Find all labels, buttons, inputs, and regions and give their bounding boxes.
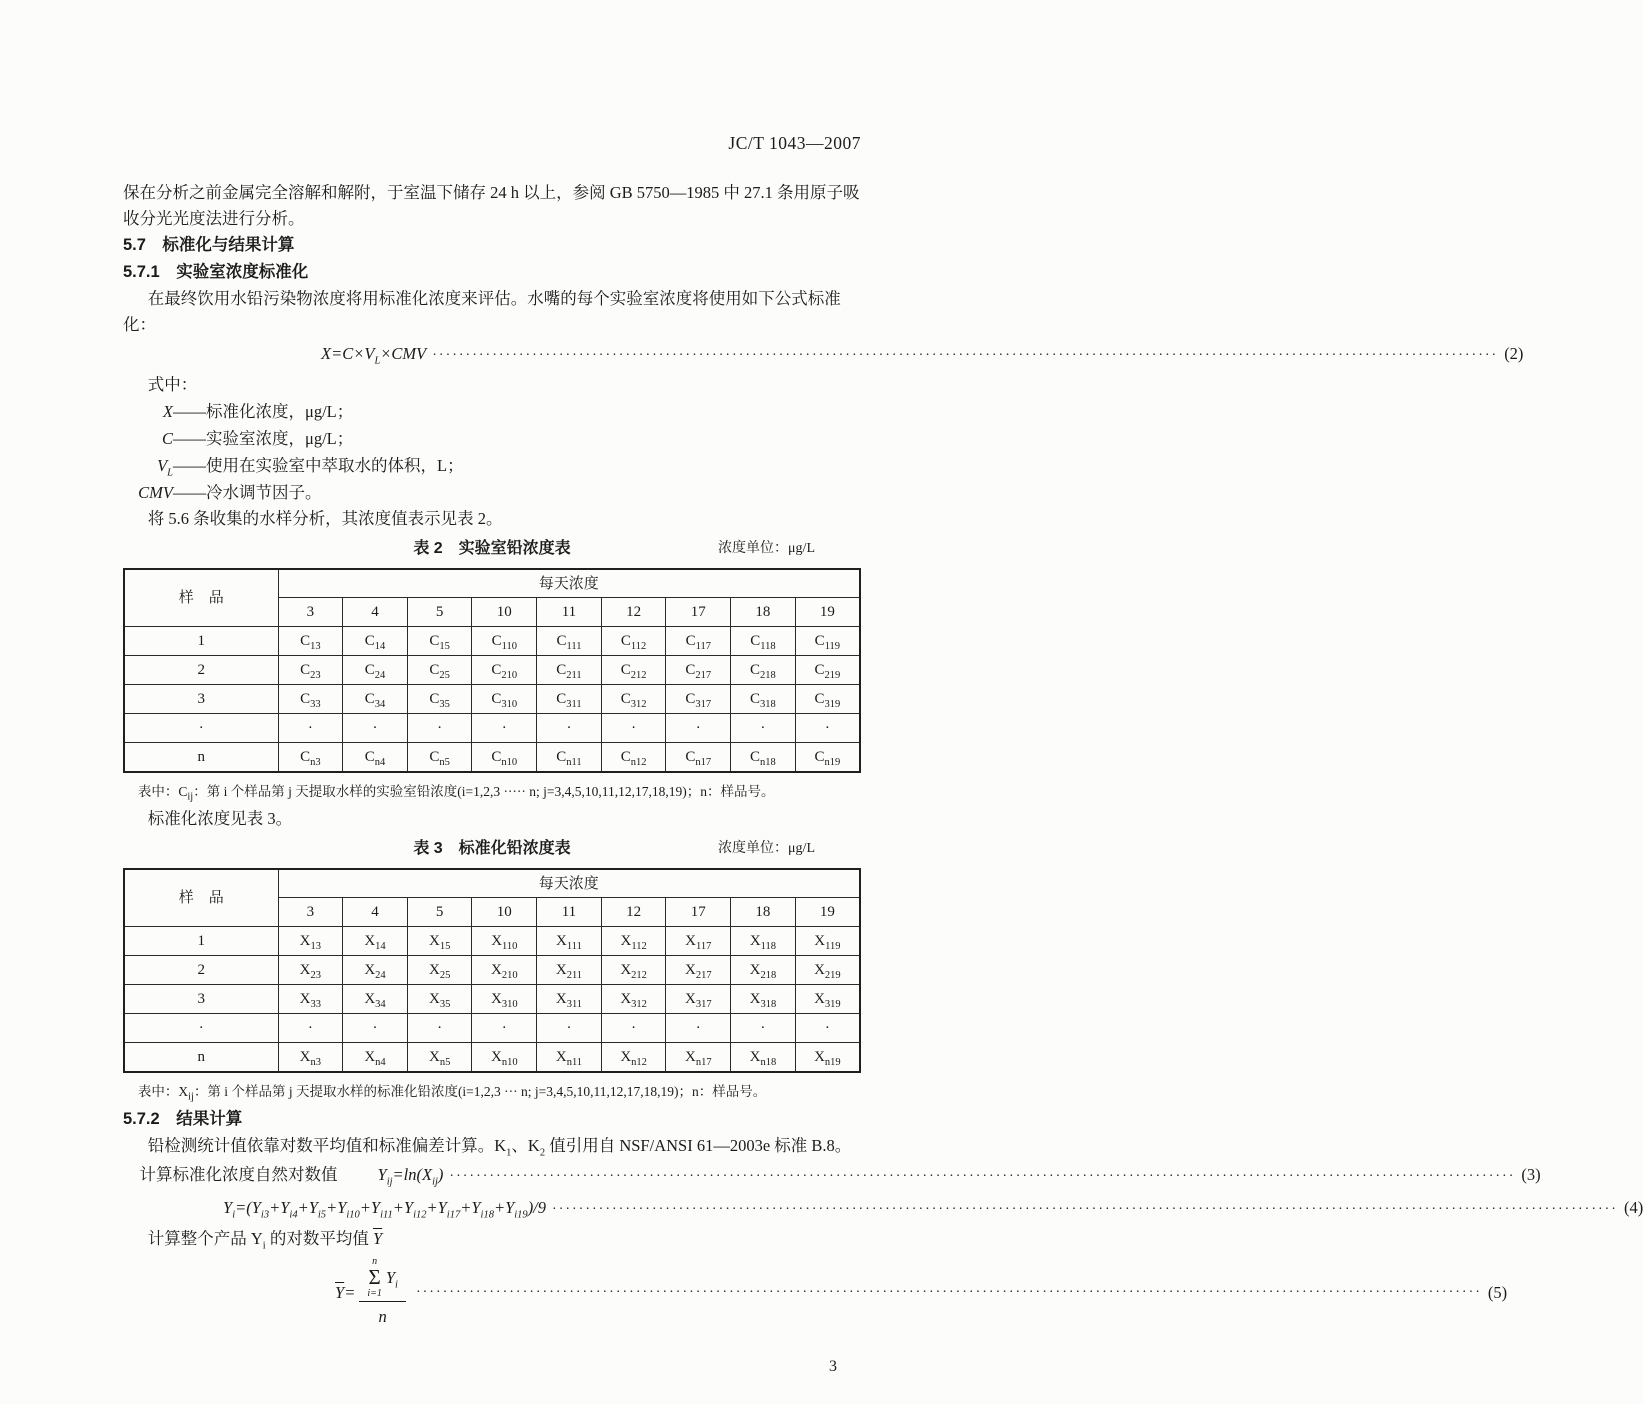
sample-id-cell: · (124, 714, 278, 743)
standardized-concentration-cell: $X_{35}$ (407, 985, 472, 1014)
standardized-concentration-cell: $X_{n4}$ (343, 1043, 408, 1073)
standardized-concentration-cell: $X_{319}$ (795, 985, 860, 1014)
lab-concentration-cell: $C_{n11}$ (537, 743, 602, 773)
lab-concentration-cell: $C_{219}$ (795, 656, 860, 685)
table-row (124, 1014, 860, 1043)
lab-concentration-cell: $C_{15}$ (407, 627, 472, 656)
lab-concentration-cell: $C_{118}$ (731, 627, 796, 656)
day-header-cell: 5 (407, 598, 472, 627)
lab-concentration-cell: $C_{111}$ (537, 627, 602, 656)
definition-c (123, 425, 861, 452)
summation-symbol (367, 1256, 382, 1299)
standardized-concentration-cell: $X_{n3}$ (278, 1043, 343, 1073)
standardized-concentration-cell: $X_{317}$ (666, 985, 731, 1014)
day-header-cell: 10 (472, 598, 537, 627)
lab-lead-concentration-table (123, 568, 861, 773)
ellipsis-cell: · (795, 1014, 860, 1043)
standardized-concentration-cell: $X_{219}$ (795, 956, 860, 985)
day-header-cell: 11 (537, 898, 602, 927)
paragraph-table3-intro: 标准化浓度见表 3。 (147, 809, 293, 828)
day-header-cell: 4 (343, 898, 408, 927)
sum-lower-limit: i=1 (367, 1288, 382, 1299)
sample-id-cell: n (124, 743, 278, 773)
sample-id-cell: 1 (124, 627, 278, 656)
ellipsis-cell: · (278, 714, 343, 743)
formula-5-fraction (359, 1256, 406, 1330)
symbol-c: C (161, 429, 173, 448)
formula-5-number: (5) (1487, 1283, 1508, 1302)
ellipsis-cell: · (537, 714, 602, 743)
daily-concentration-header: 每天浓度 (278, 869, 860, 898)
table-row (124, 714, 860, 743)
formula-2-row (123, 339, 1524, 371)
lab-concentration-cell: $C_{25}$ (407, 656, 472, 685)
formula-3-label: 计算标准化浓度自然对数值 (139, 1165, 338, 1184)
sample-column-header: 样 品 (124, 569, 278, 627)
lab-concentration-cell: $C_{217}$ (666, 656, 731, 685)
section-heading-5-7-2: 5.7.2 结果计算 (123, 1110, 243, 1128)
lab-concentration-cell: $C_{n12}$ (601, 743, 666, 773)
formula-5-numerator (359, 1256, 406, 1301)
paragraph-continuation: 保在分析之前金属完全溶解和解附，于室温下储存 24 h 以上，参阅 GB 5750—1985 中 27.1 条用原子吸收分光光度法进行分析。 (123, 183, 860, 228)
definition-c-desc: 实验室浓度，μg/L； (206, 429, 354, 448)
day-header-cell: 11 (537, 598, 602, 627)
table3-caption: 表 3 标准化铅浓度表 (413, 840, 571, 857)
lab-concentration-cell: $C_{13}$ (278, 627, 343, 656)
standardized-concentration-cell: $X_{14}$ (343, 927, 408, 956)
leader-dots: ································································································································································ (432, 348, 1499, 363)
standardized-concentration-cell: $X_{212}$ (601, 956, 666, 985)
sample-id-cell: · (124, 1014, 278, 1043)
standardized-concentration-cell: $X_{n11}$ (537, 1043, 602, 1073)
ellipsis-cell: · (601, 714, 666, 743)
sample-id-cell: n (124, 1043, 278, 1073)
standardized-concentration-cell: $X_{210}$ (472, 956, 537, 985)
ellipsis-cell: · (472, 714, 537, 743)
paragraph-result-calc: 铅检测统计值依靠对数平均值和标准偏差计算。$K_1$、$K_2$ 值引用自 NSF/ANSI 61—2003e 标准 B.8。 (147, 1136, 852, 1159)
definition-x-desc: 标准化浓度，μg/L； (206, 402, 354, 421)
standardized-concentration-cell: $X_{n10}$ (472, 1043, 537, 1073)
formula-2: $X=C\times V_L\times CMV$ (321, 344, 427, 367)
ellipsis-cell: · (537, 1014, 602, 1043)
standardized-concentration-cell: $X_{118}$ (731, 927, 796, 956)
standardized-concentration-cell: $X_{311}$ (537, 985, 602, 1014)
ellipsis-cell: · (666, 1014, 731, 1043)
ellipsis-cell: · (343, 714, 408, 743)
table-row (124, 927, 860, 956)
lab-concentration-cell: $C_{35}$ (407, 685, 472, 714)
day-header-cell: 5 (407, 898, 472, 927)
formula-3: $Y_{ij}=\ln(X_{ij})$ (377, 1165, 444, 1188)
definitions-lead: 式中： (147, 375, 198, 394)
sample-id-cell: 1 (124, 927, 278, 956)
standardized-concentration-cell: $X_{n19}$ (795, 1043, 860, 1073)
day-header-cell: 10 (472, 898, 537, 927)
daily-concentration-header: 每天浓度 (278, 569, 860, 598)
symbol-definitions (123, 372, 861, 506)
ellipsis-cell: · (407, 714, 472, 743)
standardized-concentration-cell: $X_{217}$ (666, 956, 731, 985)
table-row (124, 956, 860, 985)
table2-caption-row (123, 534, 861, 564)
formula-2-number: (2) (1504, 344, 1524, 363)
lab-concentration-cell: $C_{117}$ (666, 627, 731, 656)
ellipsis-cell: · (666, 714, 731, 743)
leader-dots: ································································································································································ (415, 1285, 1482, 1300)
symbol-cmv: CMV (138, 483, 173, 502)
table-row (124, 1043, 860, 1073)
lab-concentration-cell: $C_{319}$ (795, 685, 860, 714)
lab-concentration-cell: $C_{210}$ (472, 656, 537, 685)
definition-cmv (123, 479, 861, 506)
day-header-cell: 3 (278, 898, 343, 927)
standardized-concentration-cell: $X_{n17}$ (666, 1043, 731, 1073)
table3-note: 表中：$X_{ij}$：第 i 个样品第 j 天提取水样的标准化铅浓度(i=1,2,3 ··· n; j=3,4,5,10,11,12,17,18,19)；n：样品号。 (137, 1084, 767, 1103)
standardized-lead-concentration-table (123, 868, 861, 1073)
standardized-concentration-cell: $X_{310}$ (472, 985, 537, 1014)
formula-5-row (123, 1256, 1508, 1330)
day-header-cell: 19 (795, 898, 860, 927)
section-heading-5-7-1: 5.7.1 实验室浓度标准化 (123, 263, 309, 281)
standardized-concentration-cell: $X_{111}$ (537, 927, 602, 956)
lab-concentration-cell: $C_{23}$ (278, 656, 343, 685)
lab-concentration-cell: $C_{119}$ (795, 627, 860, 656)
leader-dots: ································································································································································ (552, 1202, 1618, 1217)
day-header-cell: 18 (731, 598, 796, 627)
sample-id-cell: 2 (124, 956, 278, 985)
page-number: 3 (829, 1358, 837, 1375)
table-row (124, 685, 860, 714)
lab-concentration-cell: $C_{n19}$ (795, 743, 860, 773)
lab-concentration-cell: $C_{33}$ (278, 685, 343, 714)
standardized-concentration-cell: $X_{119}$ (795, 927, 860, 956)
day-header-cell: 3 (278, 598, 343, 627)
sample-id-cell: 3 (124, 985, 278, 1014)
lab-concentration-cell: $C_{n5}$ (407, 743, 472, 773)
lab-concentration-cell: $C_{24}$ (343, 656, 408, 685)
formula-4-number: (4) (1623, 1198, 1643, 1217)
lab-concentration-cell: $C_{310}$ (472, 685, 537, 714)
definition-cmv-desc: 冷水调节因子。 (206, 483, 322, 502)
lab-concentration-cell: $C_{n10}$ (472, 743, 537, 773)
section-heading-5-7: 5.7 标准化与结果计算 (123, 236, 295, 254)
formula-5-lhs: $\overline{Y}=$ (335, 1283, 356, 1302)
standardized-concentration-cell: $X_{n18}$ (731, 1043, 796, 1073)
definition-x (123, 398, 861, 425)
symbol-vl: $V_L$ (157, 456, 173, 479)
table2-caption: 表 2 实验室铅浓度表 (413, 540, 571, 557)
table-row (124, 656, 860, 685)
lab-concentration-cell: $C_{34}$ (343, 685, 408, 714)
lab-concentration-cell: $C_{318}$ (731, 685, 796, 714)
ellipsis-cell: · (795, 714, 860, 743)
formula-5-denominator: n (378, 1307, 387, 1326)
leader-dots: ································································································································································ (449, 1169, 1516, 1184)
lab-concentration-cell: $C_{312}$ (601, 685, 666, 714)
day-header-cell: 19 (795, 598, 860, 627)
table3-caption-row (123, 834, 861, 864)
lab-concentration-cell: $C_{110}$ (472, 627, 537, 656)
lab-concentration-cell: $C_{n17}$ (666, 743, 731, 773)
paragraph-table2-intro: 将 5.6 条收集的水样分析，其浓度值表示见表 2。 (147, 509, 503, 528)
standardized-concentration-cell: $X_{15}$ (407, 927, 472, 956)
standardized-concentration-cell: $X_{23}$ (278, 956, 343, 985)
standardized-concentration-cell: $X_{312}$ (601, 985, 666, 1014)
standardized-concentration-cell: $X_{211}$ (537, 956, 602, 985)
definition-vl (123, 452, 861, 479)
ellipsis-cell: · (278, 1014, 343, 1043)
day-header-cell: 12 (601, 898, 666, 927)
standardized-concentration-cell: $X_{13}$ (278, 927, 343, 956)
paragraph-standardize: 在最终饮用水铅污染物浓度将用标准化浓度来评估。水嘴的每个实验室浓度将使用如下公式标准化： (123, 289, 841, 334)
standardized-concentration-cell: $X_{25}$ (407, 956, 472, 985)
table-row (124, 985, 860, 1014)
table2-unit-label: 浓度单位：μg/L (718, 541, 815, 556)
document-page (123, 0, 1643, 1380)
sum-upper-limit: n (372, 1256, 378, 1267)
standardized-concentration-cell: $X_{34}$ (343, 985, 408, 1014)
sigma: Σ (368, 1265, 381, 1289)
lab-concentration-cell: $C_{n18}$ (731, 743, 796, 773)
standardized-concentration-cell: $X_{110}$ (472, 927, 537, 956)
formula-4-row (123, 1193, 1643, 1225)
sample-column-header: 样 品 (124, 869, 278, 927)
lab-concentration-cell: $C_{14}$ (343, 627, 408, 656)
ellipsis-cell: · (407, 1014, 472, 1043)
standardized-concentration-cell: $X_{218}$ (731, 956, 796, 985)
day-header-cell: 12 (601, 598, 666, 627)
lab-concentration-cell: $C_{311}$ (537, 685, 602, 714)
sample-id-cell: 2 (124, 656, 278, 685)
lab-concentration-cell: $C_{211}$ (537, 656, 602, 685)
table-row (124, 743, 860, 773)
standardized-concentration-cell: $X_{24}$ (343, 956, 408, 985)
lab-concentration-cell: $C_{317}$ (666, 685, 731, 714)
definition-vl-desc: 使用在实验室中萃取水的体积，L； (206, 456, 464, 475)
lab-concentration-cell: $C_{218}$ (731, 656, 796, 685)
formula-4: $Y_i=(Y_{i3}+Y_{i4}+Y_{i5}+Y_{i10}+Y_{i11}+Y_{i12}+Y_{i17}+Y_{i18}+Y_{i19})/9$ (223, 1198, 547, 1221)
lab-concentration-cell: $C_{n4}$ (343, 743, 408, 773)
symbol-x: X (162, 402, 173, 421)
lab-concentration-cell: $C_{212}$ (601, 656, 666, 685)
formula-3-number: (3) (1521, 1165, 1541, 1184)
dash: —— (173, 402, 206, 421)
standardized-concentration-cell: $X_{n12}$ (601, 1043, 666, 1073)
standardized-concentration-cell: $X_{n5}$ (407, 1043, 472, 1073)
table-row (124, 627, 860, 656)
sum-variable: $Y_i$ (385, 1267, 398, 1290)
doc-code: JC/T 1043—2007 (728, 133, 861, 153)
ellipsis-cell: · (731, 714, 796, 743)
ellipsis-cell: · (601, 1014, 666, 1043)
day-header-cell: 4 (343, 598, 408, 627)
day-header-cell: 17 (666, 598, 731, 627)
standardized-concentration-cell: $X_{112}$ (601, 927, 666, 956)
table3-unit-label: 浓度单位：μg/L (718, 841, 815, 856)
dash: —— (173, 456, 206, 475)
sample-id-cell: 3 (124, 685, 278, 714)
lab-concentration-cell: $C_{112}$ (601, 627, 666, 656)
standardized-concentration-cell: $X_{117}$ (666, 927, 731, 956)
lab-concentration-cell: $C_{n3}$ (278, 743, 343, 773)
dash: —— (173, 429, 206, 448)
paragraph-mean-label: 计算整个产品 $Y_i$ 的对数平均值 $\overline{Y}$ (147, 1229, 383, 1252)
ellipsis-cell: · (731, 1014, 796, 1043)
day-header-cell: 17 (666, 898, 731, 927)
dash: —— (173, 483, 206, 502)
ellipsis-cell: · (472, 1014, 537, 1043)
day-header-cell: 18 (731, 898, 796, 927)
standardized-concentration-cell: $X_{33}$ (278, 985, 343, 1014)
standardized-concentration-cell: $X_{318}$ (731, 985, 796, 1014)
ellipsis-cell: · (343, 1014, 408, 1043)
table2-note: 表中：$C_{ij}$：第 i 个样品第 j 天提取水样的实验室铅浓度(i=1,2,3 ····· n; j=3,4,5,10,11,12,17,18,19)；n：样品号。 (137, 784, 775, 803)
formula-3-row (123, 1160, 1541, 1192)
